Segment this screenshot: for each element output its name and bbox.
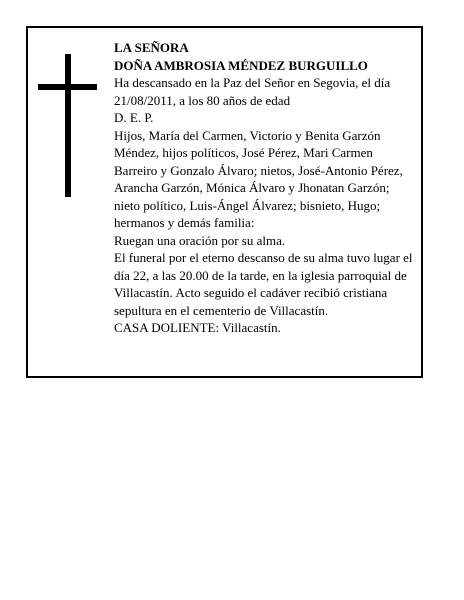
family-list: Hijos, María del Carmen, Victorio y Benita Garzón Méndez, hijos políticos, José Pérez, Mari Carmen Barreiro y Gonzalo Álvaro; nietos, José-Antonio Pérez, Arancha Garzón, Mónica Álvaro y Jhonatan Garzón; nieto político, Luis-Ángel Álvarez; bisnieto, Hugo; hermanos y demás familia:	[114, 127, 403, 230]
funeral-details: El funeral por el eterno descanso de su alma tuvo lugar el día 22, a las 20.00 de la tarde, en la iglesia parroquial de Villacastín. Acto seguido el cadáver recibió cristiana sepultura en el cementerio de Villacastín.	[114, 250, 413, 318]
deceased-name: DOÑA AMBROSIA MÉNDEZ BURGUILLO	[114, 57, 368, 73]
cross-horizontal-bar	[38, 84, 97, 90]
rip-line: D. E. P.	[114, 110, 154, 125]
obituary-text	[114, 39, 418, 337]
notice-title: LA SEÑORA	[114, 40, 189, 55]
cross-vertical-bar	[65, 54, 71, 197]
prayer-request: Ruegan una oración por su alma.	[114, 232, 286, 248]
death-announcement: Ha descansado en la Paz del Señor en Segovia, el día 21/08/2011, a los 80 años de edad	[114, 75, 391, 108]
mourning-house: CASA DOLIENTE: Villacastín.	[114, 320, 281, 335]
